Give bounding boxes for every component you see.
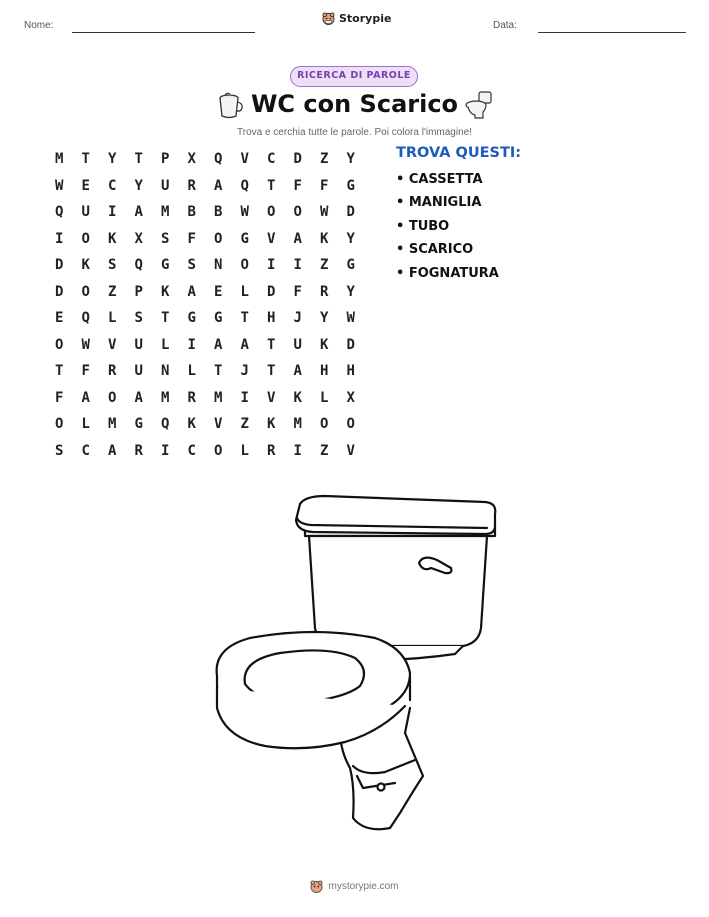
name-label: Nome: <box>24 20 54 31</box>
grid-cell: R <box>267 442 276 459</box>
grid-cell: Q <box>161 416 170 433</box>
grid-cell: F <box>293 283 302 300</box>
grid-cell: R <box>187 389 196 406</box>
words-heading: TROVA QUESTI: <box>396 145 522 161</box>
grid-cell: U <box>293 336 302 353</box>
grid-cell: C <box>267 151 276 168</box>
grid-cell: R <box>320 283 329 300</box>
grid-cell: O <box>55 336 64 353</box>
grid-cell: Z <box>108 283 117 300</box>
grid-cell: L <box>161 336 170 353</box>
grid-cell: D <box>346 204 355 221</box>
grid-cell: Q <box>134 257 143 274</box>
name-line <box>72 32 255 33</box>
grid-cell: M <box>108 416 117 433</box>
grid-cell: L <box>81 416 90 433</box>
grid-cell: Z <box>320 257 329 274</box>
grid-cell: K <box>320 336 329 353</box>
grid-cell: X <box>346 389 355 406</box>
grid-cell: G <box>161 257 170 274</box>
grid-cell: Q <box>240 177 249 194</box>
grid-cell: T <box>267 363 276 380</box>
grid-cell: M <box>161 204 170 221</box>
grid-cell: W <box>320 204 329 221</box>
grid-cell: O <box>81 283 90 300</box>
grid-cell: A <box>134 389 143 406</box>
grid-cell: B <box>187 204 196 221</box>
category-badge: RICERCA DI PAROLE <box>290 66 418 87</box>
grid-cell: A <box>293 363 302 380</box>
footer-url: mystorypie.com <box>328 881 399 892</box>
grid-cell: O <box>346 416 355 433</box>
grid-cell: K <box>267 416 276 433</box>
grid-cell: M <box>55 151 64 168</box>
grid-cell: B <box>214 204 223 221</box>
grid-cell: N <box>214 257 223 274</box>
grid-cell: K <box>108 230 117 247</box>
grid-cell: K <box>161 283 170 300</box>
page-title: WC con Scarico <box>250 90 459 118</box>
grid-cell: V <box>346 442 355 459</box>
grid-cell: K <box>293 389 302 406</box>
grid-cell: V <box>108 336 117 353</box>
grid-cell: G <box>187 310 196 327</box>
grid-cell: S <box>108 257 117 274</box>
grid-cell: C <box>187 442 196 459</box>
grid-cell: O <box>108 389 117 406</box>
grid-cell: V <box>267 389 276 406</box>
grid-cell: C <box>81 442 90 459</box>
grid-cell: T <box>214 363 223 380</box>
grid-cell: S <box>161 230 170 247</box>
grid-cell: X <box>187 151 196 168</box>
date-label: Data: <box>493 20 517 31</box>
grid-cell: I <box>55 230 64 247</box>
brand-name: Storypie <box>339 12 392 25</box>
grid-cell: D <box>267 283 276 300</box>
grid-cell: F <box>320 177 329 194</box>
word-item: • SCARICO <box>396 242 474 258</box>
grid-cell: R <box>187 177 196 194</box>
grid-cell: D <box>293 151 302 168</box>
word-list <box>396 172 499 289</box>
grid-cell: Z <box>320 442 329 459</box>
mascot-logo-icon <box>322 12 335 25</box>
grid-cell: N <box>161 363 170 380</box>
grid-cell: V <box>214 416 223 433</box>
toilet-mini-icon <box>465 90 493 120</box>
grid-cell: T <box>267 336 276 353</box>
grid-cell: Q <box>214 151 223 168</box>
word-item: • CASSETTA <box>396 172 483 187</box>
grid-cell: H <box>320 363 329 380</box>
grid-cell: Z <box>240 416 249 433</box>
grid-cell: D <box>55 283 64 300</box>
grid-cell: R <box>134 442 143 459</box>
grid-cell: F <box>55 389 64 406</box>
grid-cell: F <box>81 363 90 380</box>
grid-cell: Z <box>320 151 329 168</box>
grid-cell: Y <box>346 283 355 300</box>
grid-cell: J <box>240 363 249 380</box>
grid-cell: Q <box>81 310 90 327</box>
grid-cell: S <box>134 310 143 327</box>
grid-cell: Q <box>55 204 64 221</box>
instructions: Trova e cerchia tutte le parole. Poi colora l'immagine! <box>237 127 472 138</box>
grid-cell: T <box>267 177 276 194</box>
grid-cell: E <box>214 283 223 300</box>
word-item: • MANIGLIA <box>396 195 482 211</box>
grid-cell: M <box>161 389 170 406</box>
grid-cell: M <box>293 416 302 433</box>
grid-cell: A <box>240 336 249 353</box>
grid-cell: W <box>240 204 249 221</box>
grid-cell: V <box>240 151 249 168</box>
grid-cell: L <box>240 442 249 459</box>
grid-cell: T <box>81 151 90 168</box>
grid-cell: U <box>134 363 143 380</box>
grid-cell: S <box>55 442 64 459</box>
grid-cell: F <box>293 177 302 194</box>
grid-cell: O <box>81 230 90 247</box>
grid-cell: G <box>240 230 249 247</box>
toilet-illustration <box>205 488 505 858</box>
grid-cell: H <box>267 310 276 327</box>
grid-cell: D <box>55 257 64 274</box>
grid-cell: I <box>293 442 302 459</box>
grid-cell: J <box>293 310 302 327</box>
grid-cell: W <box>55 177 64 194</box>
grid-cell: I <box>267 257 276 274</box>
grid-cell: I <box>161 442 170 459</box>
grid-cell: O <box>293 204 302 221</box>
grid-cell: I <box>293 257 302 274</box>
word-item: • FOGNATURA <box>396 265 499 281</box>
grid-cell: G <box>134 416 143 433</box>
grid-cell: T <box>55 363 64 380</box>
word-search-grid <box>46 146 364 464</box>
grid-cell: S <box>187 257 196 274</box>
grid-cell: A <box>214 336 223 353</box>
grid-cell: I <box>240 389 249 406</box>
footer <box>0 880 709 893</box>
date-line <box>538 32 686 33</box>
grid-cell: O <box>214 230 223 247</box>
grid-cell: P <box>134 283 143 300</box>
mascot-logo-icon <box>310 880 323 893</box>
grid-cell: U <box>161 177 170 194</box>
grid-cell: Y <box>346 151 355 168</box>
grid-cell: A <box>81 389 90 406</box>
grid-cell: W <box>81 336 90 353</box>
grid-cell: Y <box>108 151 117 168</box>
brand <box>322 12 391 25</box>
grid-cell: O <box>55 416 64 433</box>
grid-cell: U <box>81 204 90 221</box>
grid-cell: A <box>108 442 117 459</box>
grid-cell: I <box>108 204 117 221</box>
grid-cell: M <box>214 389 223 406</box>
grid-cell: G <box>214 310 223 327</box>
grid-cell: U <box>134 336 143 353</box>
grid-cell: G <box>346 257 355 274</box>
grid-cell: A <box>187 283 196 300</box>
grid-cell: V <box>267 230 276 247</box>
grid-cell: T <box>161 310 170 327</box>
grid-cell: L <box>187 363 196 380</box>
grid-cell: O <box>240 257 249 274</box>
grid-cell: T <box>240 310 249 327</box>
grid-cell: K <box>81 257 90 274</box>
word-item: • TUBO <box>396 218 450 234</box>
grid-cell: E <box>55 310 64 327</box>
grid-cell: L <box>108 310 117 327</box>
grid-cell: O <box>267 204 276 221</box>
grid-cell: A <box>293 230 302 247</box>
grid-cell: X <box>134 230 143 247</box>
grid-cell: C <box>108 177 117 194</box>
grid-cell: O <box>320 416 329 433</box>
grid-cell: T <box>134 151 143 168</box>
grid-cell: I <box>187 336 196 353</box>
grid-cell: D <box>346 336 355 353</box>
grid-cell: K <box>187 416 196 433</box>
grid-cell: A <box>214 177 223 194</box>
grid-cell: E <box>81 177 90 194</box>
grid-cell: Y <box>346 230 355 247</box>
grid-cell: P <box>161 151 170 168</box>
grid-cell: G <box>346 177 355 194</box>
grid-cell: L <box>240 283 249 300</box>
grid-cell: A <box>134 204 143 221</box>
grid-cell: W <box>346 310 355 327</box>
grid-cell: Y <box>134 177 143 194</box>
grid-cell: K <box>320 230 329 247</box>
grid-cell: O <box>214 442 223 459</box>
grid-cell: R <box>108 363 117 380</box>
grid-cell: H <box>346 363 355 380</box>
grid-cell: L <box>320 389 329 406</box>
grid-cell: F <box>187 230 196 247</box>
grid-cell: Y <box>320 310 329 327</box>
